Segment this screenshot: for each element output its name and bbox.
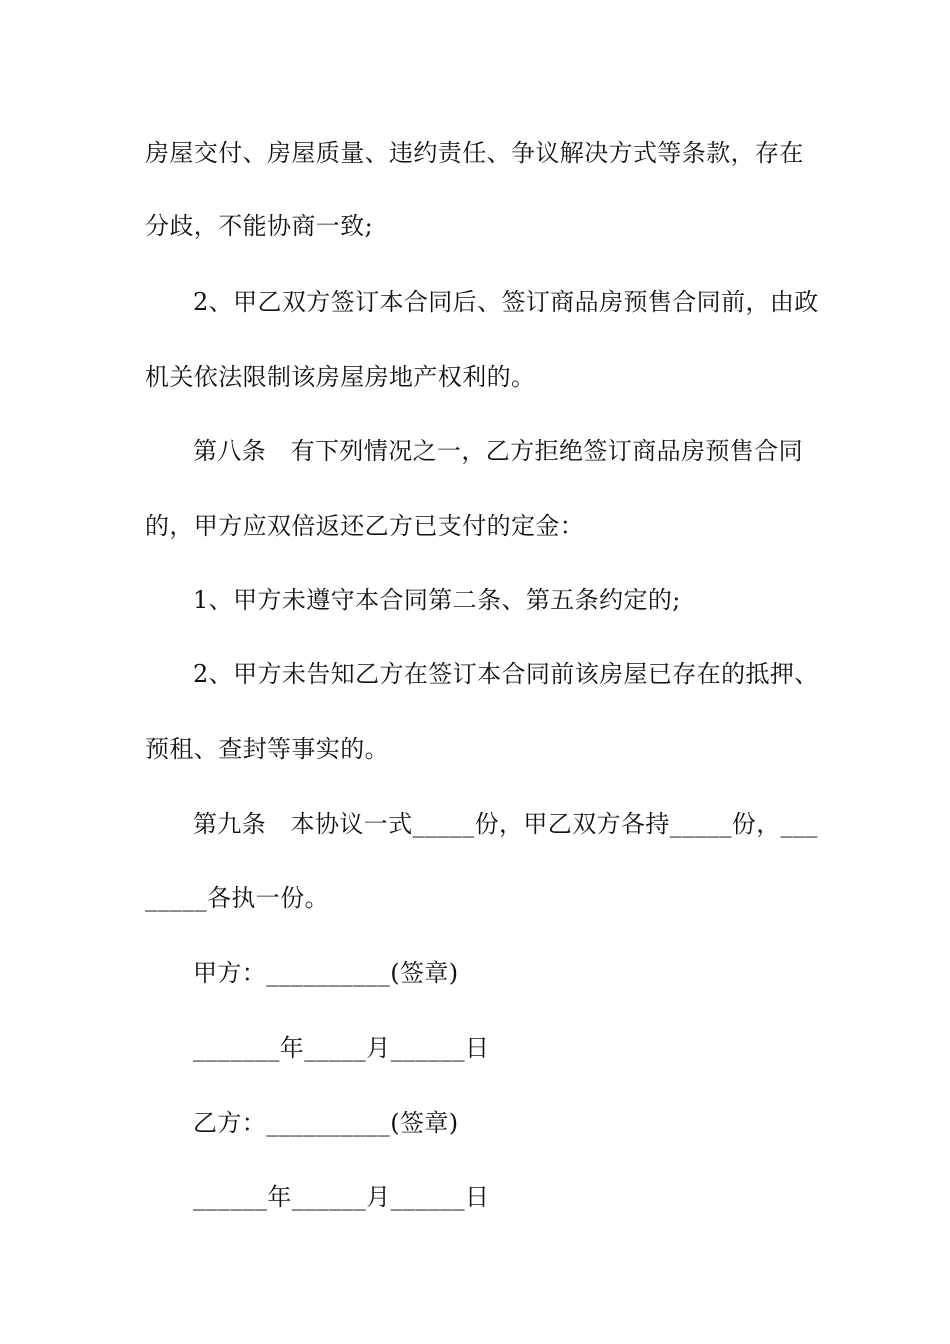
text-line-6: 的，甲方应双倍返还乙方已支付的定金： (145, 512, 585, 540)
party-b-signature: 乙方：__________(签章) (193, 1109, 459, 1137)
text-line-11: _____各执一份。 (145, 884, 329, 912)
party-b-date: ______年______月______日 (193, 1183, 490, 1211)
article-8-heading: 第八条 有下列情况之一，乙方拒绝签订商品房预售合同 (193, 437, 803, 465)
party-a-signature: 甲方：__________(签章) (193, 959, 459, 987)
text-line-9: 预租、查封等事实的。 (145, 735, 389, 763)
text-line-3: 2、甲乙双方签订本合同后、签订商品房预售合同前，由政 (193, 288, 819, 316)
text-line-2: 分歧，不能协商一致; (145, 212, 374, 240)
text-line-1: 房屋交付、房屋质量、违约责任、争议解决方式等条款，存在 (145, 139, 804, 167)
party-a-date: _______年_____月______日 (193, 1034, 490, 1062)
article-9-heading: 第九条 本协议一式_____份，甲乙双方各持_____份，___ (193, 810, 818, 838)
text-line-4: 机关依法限制该房屋房地产权利的。 (145, 363, 536, 391)
text-line-8: 2、甲方未告知乙方在签订本合同前该房屋已存在的抵押、 (193, 660, 819, 688)
text-line-7: 1、甲方未遵守本合同第二条、第五条约定的; (193, 586, 681, 614)
